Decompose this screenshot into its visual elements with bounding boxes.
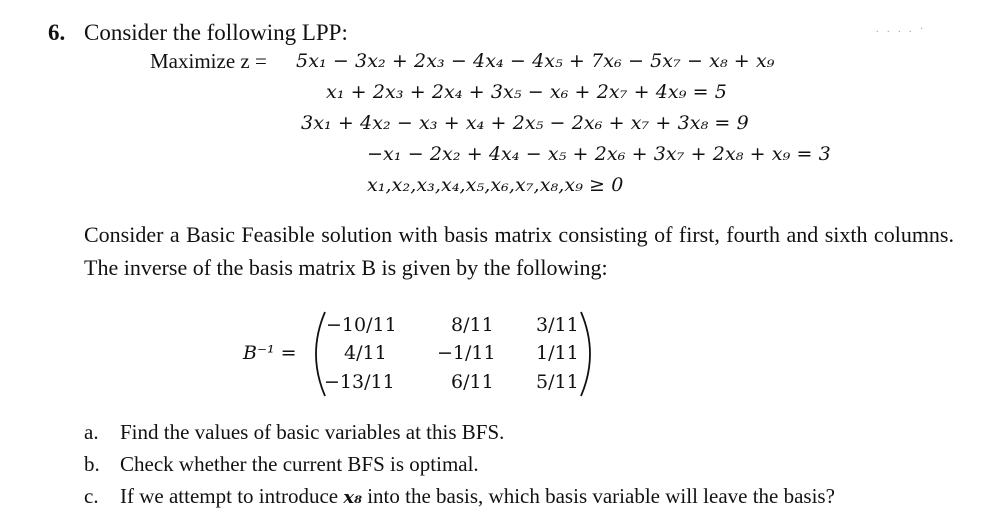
matrix-cell-r2c3: 1/11 <box>536 342 579 364</box>
matrix-label: B⁻¹ = <box>243 342 297 364</box>
question-number: 6. <box>48 20 66 45</box>
matrix-cell-r3c1: −13/11 <box>324 371 395 393</box>
part-b <box>84 452 479 477</box>
part-b-label: b. <box>84 452 100 476</box>
matrix-cell-r1c1: −10/11 <box>326 314 397 336</box>
bfs-description: Consider a Basic Feasible solution with basis matrix consisting of first, fourth and sixth columns. The inverse of the basis matrix B is given by the following: <box>84 222 954 280</box>
part-c-text-after: into the basis, which basis variable will leave the basis? <box>361 484 835 508</box>
part-a <box>84 420 504 445</box>
part-c-text-before: If we attempt to introduce <box>120 484 344 508</box>
matrix-cell-r1c3: 3/11 <box>536 314 579 336</box>
matrix-cell-r1c2: 8/11 <box>451 314 494 336</box>
constraint-3: −x₁ − 2x₂ + 4x₄ − x₅ + 2x₆ + 3x₇ + 2x₈ + x₉ = 3 <box>367 143 831 165</box>
matrix-cell-r2c2: −1/11 <box>437 342 496 364</box>
question-intro: Consider the following LPP: <box>84 20 348 45</box>
right-paren <box>581 312 590 396</box>
matrix-cell-r3c3: 5/11 <box>536 371 579 393</box>
scan-artifact-dots: . . . . · <box>876 24 927 35</box>
part-c <box>84 484 835 509</box>
part-c-variable: x₈ <box>343 487 362 508</box>
part-a-label: a. <box>84 420 99 444</box>
part-b-text: Check whether the current BFS is optimal. <box>120 452 479 476</box>
constraint-2: 3x₁ + 4x₂ − x₃ + x₄ + 2x₅ − 2x₆ + x₇ + 3x₈ = 9 <box>301 112 749 134</box>
part-c-label: c. <box>84 484 99 508</box>
matrix-cell-r2c1: 4/11 <box>344 342 387 364</box>
objective-label: Maximize z = <box>150 49 267 73</box>
objective-expression: 5x₁ − 3x₂ + 2x₃ − 4x₄ − 4x₅ + 7x₆ − 5x₇ − x₈ + x₉ <box>296 50 775 72</box>
constraint-1: x₁ + 2x₃ + 2x₄ + 3x₅ − x₆ + 2x₇ + 4x₉ = 5 <box>326 81 727 103</box>
part-a-text: Find the values of basic variables at this BFS. <box>120 420 505 444</box>
matrix-cell-r3c2: 6/11 <box>451 371 494 393</box>
nonnegativity-constraint: x₁,x₂,x₃,x₄,x₅,x₆,x₇,x₈,x₉ ≥ 0 <box>367 174 624 196</box>
